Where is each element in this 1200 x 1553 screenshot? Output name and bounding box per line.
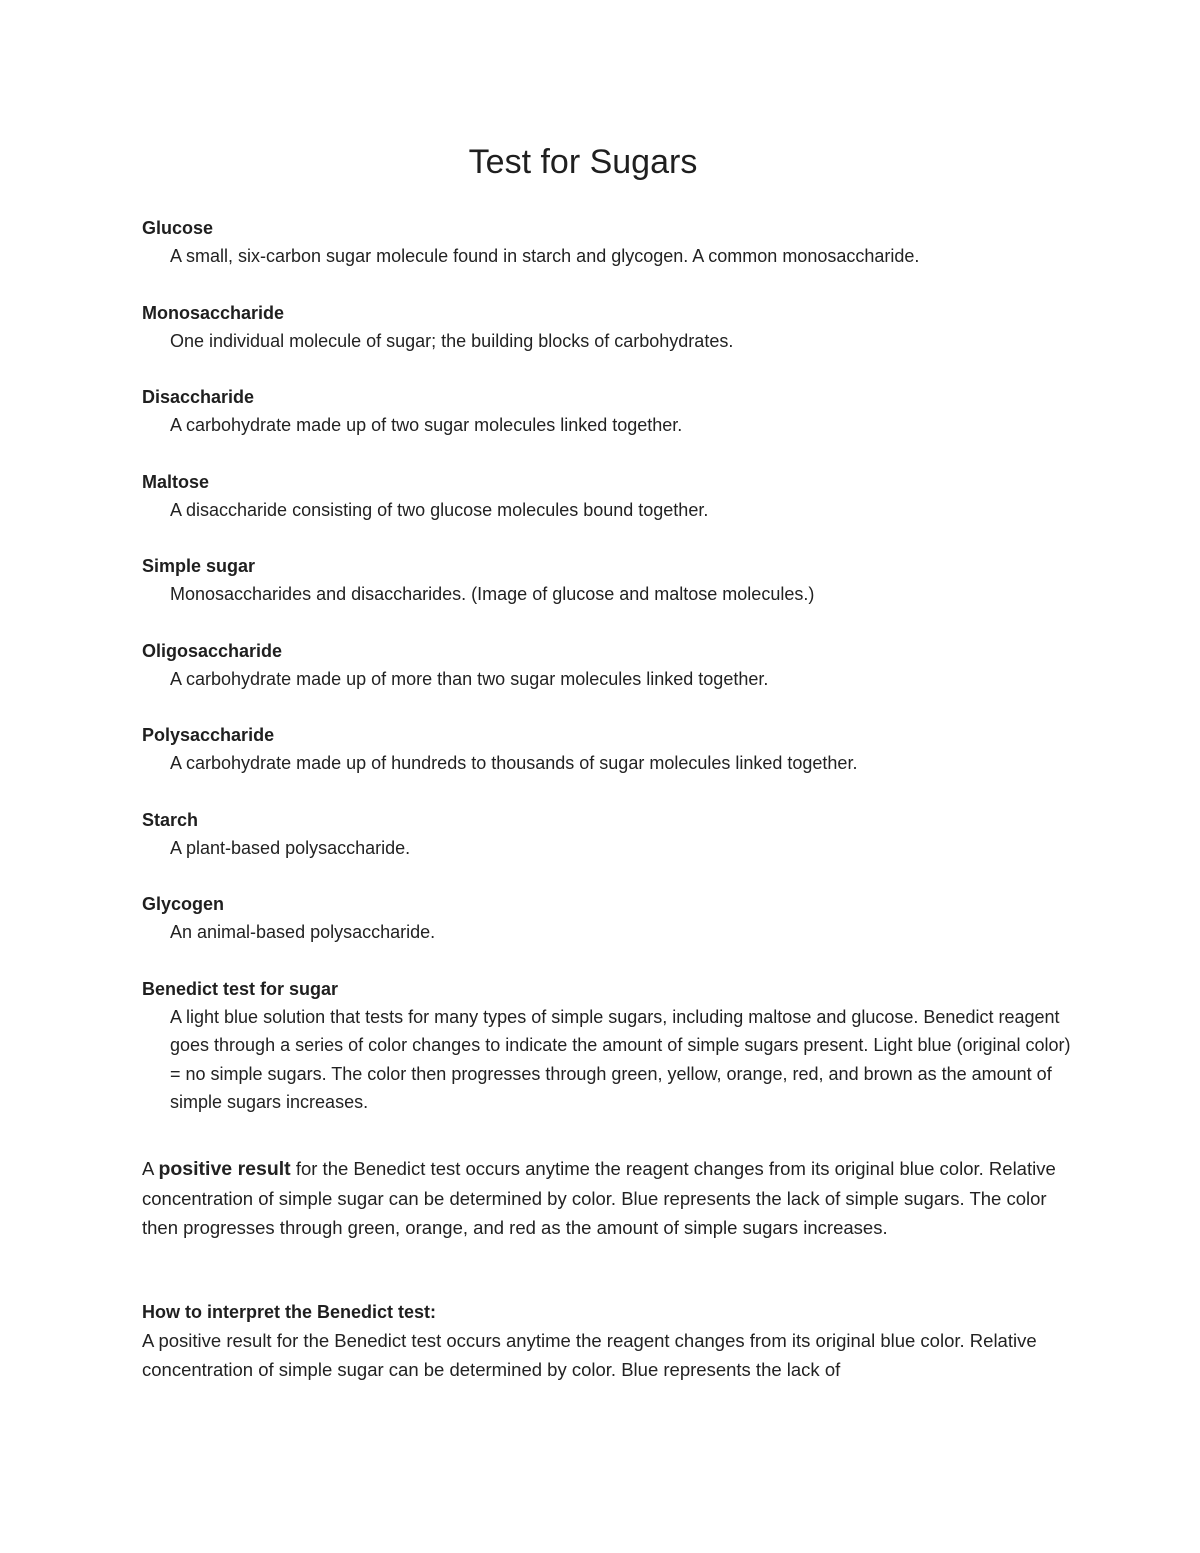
positive-result-emphasis: positive result	[158, 1158, 291, 1180]
definition: One individual molecule of sugar; the building blocks of carbohydrates.	[170, 330, 734, 351]
glossary-entry-disaccharide	[142, 383, 1072, 440]
term: Maltose	[142, 471, 210, 492]
definition: Monosaccharides and disaccharides. (Image of glucose and maltose molecules.)	[170, 584, 815, 604]
definition: A carbohydrate made up of two sugar molecules linked together.	[170, 415, 683, 435]
paragraph-lead: A	[142, 1158, 159, 1179]
positive-result-paragraph	[142, 1154, 1062, 1242]
glossary-entry-oligosaccharide	[142, 637, 1072, 694]
term: Oligosaccharide	[142, 640, 283, 661]
section-text: A positive result for the Benedict test occurs anytime the reagent changes from its original blue color. Relative concentration of simple sugar can be determined by color. Blue represents the lack of	[142, 1330, 1037, 1380]
glossary-entry-glycogen	[142, 890, 1072, 947]
glossary-entry-polysaccharide	[142, 721, 1072, 778]
section-heading: How to interpret the Benedict test:	[142, 1302, 437, 1322]
glossary-entry-maltose	[142, 468, 1072, 525]
term: Glucose	[142, 218, 214, 238]
glossary-entry-glucose	[142, 214, 1072, 271]
term: Disaccharide	[142, 387, 255, 407]
definition: A carbohydrate made up of more than two sugar molecules linked together.	[170, 668, 769, 689]
definition: An animal-based polysaccharide.	[170, 922, 436, 942]
glossary-entry-monosaccharide	[142, 299, 1072, 356]
paragraph-body: for the Benedict test occurs anytime the reagent changes from its original blue color. Relative concentration of simple sugar can be determined by color. Blue represents the lack of simple sugars. The color then progresses through green, orange, and red as the amount of simple sugars increases.	[142, 1158, 1056, 1238]
term: Polysaccharide	[142, 725, 275, 745]
term: Monosaccharide	[142, 302, 285, 323]
definition: A light blue solution that tests for many types of simple sugars, including maltose and glucose. Benedict reagent goes through a series of color changes to indicate the amount of simple sugars present. Light blue (original color) = no simple sugars. The color then progresses through green, yellow, orange, red, and brown as the amount of simple sugars increases.	[170, 1006, 1071, 1112]
definition: A disaccharide consisting of two glucose molecules bound together.	[170, 499, 709, 520]
term: Simple sugar	[142, 556, 256, 576]
page-title: Test for Sugars	[468, 143, 698, 181]
definition: A small, six-carbon sugar molecule found in starch and glycogen. A common monosaccharide.	[170, 246, 920, 266]
term: Benedict test for sugar	[142, 978, 339, 999]
glossary-list	[142, 214, 1072, 1145]
glossary-entry-starch	[142, 806, 1072, 863]
glossary-entry-simple-sugar	[142, 552, 1072, 609]
term: Starch	[142, 809, 199, 830]
definition: A carbohydrate made up of hundreds to thousands of sugar molecules linked together.	[170, 753, 858, 773]
definition: A plant-based polysaccharide.	[170, 837, 411, 858]
glossary-entry-benedict-test	[142, 975, 1072, 1117]
interpret-section	[142, 1298, 1072, 1384]
term: Glycogen	[142, 894, 225, 914]
